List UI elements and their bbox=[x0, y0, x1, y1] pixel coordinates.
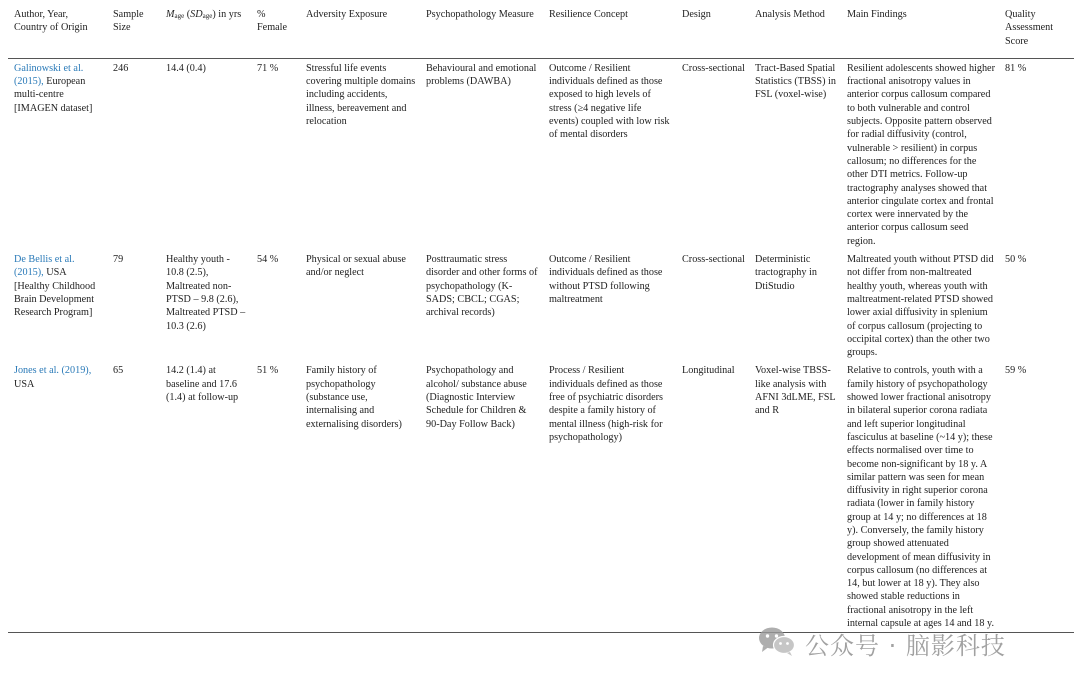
header-row bbox=[8, 2, 1074, 58]
findings-cell: Resilient adolescents showed higher fractional anisotropy values in anterior corpus callosum compared to both vulnerable and control subjects. Opposite pattern observed for radial diffusivity (control, vulnerable > resilient) in corpus callosum; no differences for the other DTI metrics. Follow-up tractography analyses showed that anterior cingulate cortex and frontal cortex were innervated by the anterior corpus callosum seed region. bbox=[847, 62, 995, 247]
sample-size-cell: 246 bbox=[113, 62, 129, 74]
header-design: Design bbox=[682, 9, 711, 20]
female-cell: 51 % bbox=[257, 365, 279, 377]
psychopathology-cell: Psychopathology and alcohol/ substance abuse (Diagnostic Interview Schedule for Children & 90-Day Follow Back) bbox=[426, 365, 527, 430]
header-psychopathology: Psychopathology Measure bbox=[426, 9, 534, 20]
studies-table bbox=[8, 2, 1074, 633]
header-analysis: Analysis Method bbox=[755, 9, 825, 20]
adversity-cell: Physical or sexual abuse and/or neglect bbox=[306, 254, 406, 279]
sample-size-cell: 79 bbox=[113, 254, 124, 266]
design-cell: Longitudinal bbox=[682, 365, 735, 377]
quality-cell: 50 % bbox=[1005, 254, 1027, 266]
header-adversity: Adversity Exposure bbox=[306, 9, 388, 20]
age-cell: Healthy youth - 10.8 (2.5), Maltreated non-PTSD – 9.8 (2.6), Maltreated PTSD – 10.3 (2.6) bbox=[166, 254, 246, 332]
header-age: Mage (SDage) in yrs bbox=[166, 9, 242, 20]
header-resilience: Resilience Concept bbox=[549, 9, 628, 20]
sample-size-cell: 65 bbox=[113, 365, 124, 377]
table-row bbox=[8, 361, 1074, 632]
quality-cell: 81 % bbox=[1005, 62, 1027, 74]
citation-link[interactable]: Jones et al. (2019), bbox=[14, 365, 92, 377]
analysis-cell: Deterministic tractography in DtiStudio bbox=[755, 254, 817, 292]
female-cell: 71 % bbox=[257, 62, 279, 74]
header-quality: Quality Assessment Score bbox=[1005, 9, 1054, 47]
resilience-cell: Outcome / Resilient individuals defined as those exposed to high levels of stress (≥4 negative life events) coupled with low risk of mental disorders bbox=[549, 62, 670, 141]
analysis-cell: Voxel-wise TBSS-like analysis with AFNI 3dLME, FSL and R bbox=[755, 365, 836, 417]
findings-cell: Maltreated youth without PTSD did not differ from non-maltreated healthy youth, whereas youth with maltreatment-related PTSD showed lower axial diffusivity in splenium of corpus callosum (projecting to occipital cortex) than the other two groups. bbox=[847, 254, 994, 359]
age-cell: 14.2 (1.4) at baseline and 17.6 (1.4) at follow-up bbox=[166, 365, 239, 404]
header-sample-size: Sample Size bbox=[113, 9, 144, 34]
age-cell: 14.4 (0.4) bbox=[166, 62, 206, 74]
resilience-cell: Process / Resilient individuals defined as those free of psychiatric disorders despite a family history of mental illness (high-risk for psychopathology) bbox=[549, 365, 663, 443]
adversity-cell: Family history of psychopathology (substance use, internalising and externalising disorders) bbox=[306, 365, 402, 430]
author-cell: Galinowski et al. (2015), European multi-centre [IMAGEN dataset] bbox=[14, 62, 93, 114]
design-cell: Cross-sectional bbox=[682, 254, 745, 266]
citation-link[interactable]: Galinowski et al. (2015), bbox=[14, 62, 84, 88]
findings-cell: Relative to controls, youth with a family history of psychopathology showed lower fractional anisotropy in bilateral superior corona radiata and left superior longitudinal fasciculus at baseline (~14 y); these effects normalised over time to become non-significant by 18 y. A similar pattern was seen for mean diffusivity in right superior corona radiata (lower in family history group at 14 y; no differences at 18 y). Conversely, the family history group showed attenuated development of mean diffusivity in corpus callosum (no differences at 14, but lower at 18 y). They also showed stable reductions in fractional anisotropy in the left internal capsule at ages 14 and 18 y. bbox=[847, 365, 995, 630]
design-cell: Cross-sectional bbox=[682, 62, 745, 74]
psychopathology-cell: Behavioural and emotional problems (DAWBA) bbox=[426, 62, 537, 88]
header-findings: Main Findings bbox=[847, 9, 907, 20]
watermark-text: 公众号 · 脑影科技 bbox=[805, 631, 1006, 660]
author-cell: De Bellis et al. (2015), USA [Healthy Childhood Brain Development Research Program] bbox=[14, 254, 96, 319]
adversity-cell: Stressful life events covering multiple domains including accidents, illness, bereavement and relocation bbox=[306, 62, 416, 128]
header-female: % Female bbox=[257, 9, 287, 34]
analysis-cell: Tract-Based Spatial Statistics (TBSS) in FSL (voxel-wise) bbox=[755, 62, 836, 101]
header-author: Author, Year, Country of Origin bbox=[14, 9, 88, 34]
author-cell: Jones et al. (2019), USA bbox=[14, 365, 92, 390]
quality-cell: 59 % bbox=[1005, 365, 1027, 377]
resilience-cell: Outcome / Resilient individuals defined as those without PTSD following maltreatment bbox=[549, 254, 663, 305]
table-row bbox=[8, 58, 1074, 250]
wechat-icon bbox=[757, 625, 797, 662]
psychopathology-cell: Posttraumatic stress disorder and other forms of psychopathology (K-SADS; CBCL; CGAS; archival records) bbox=[426, 254, 538, 319]
citation-link[interactable]: De Bellis et al. (2015), bbox=[14, 254, 75, 279]
watermark bbox=[757, 626, 1006, 660]
female-cell: 54 % bbox=[257, 254, 279, 266]
table-row bbox=[8, 250, 1074, 361]
